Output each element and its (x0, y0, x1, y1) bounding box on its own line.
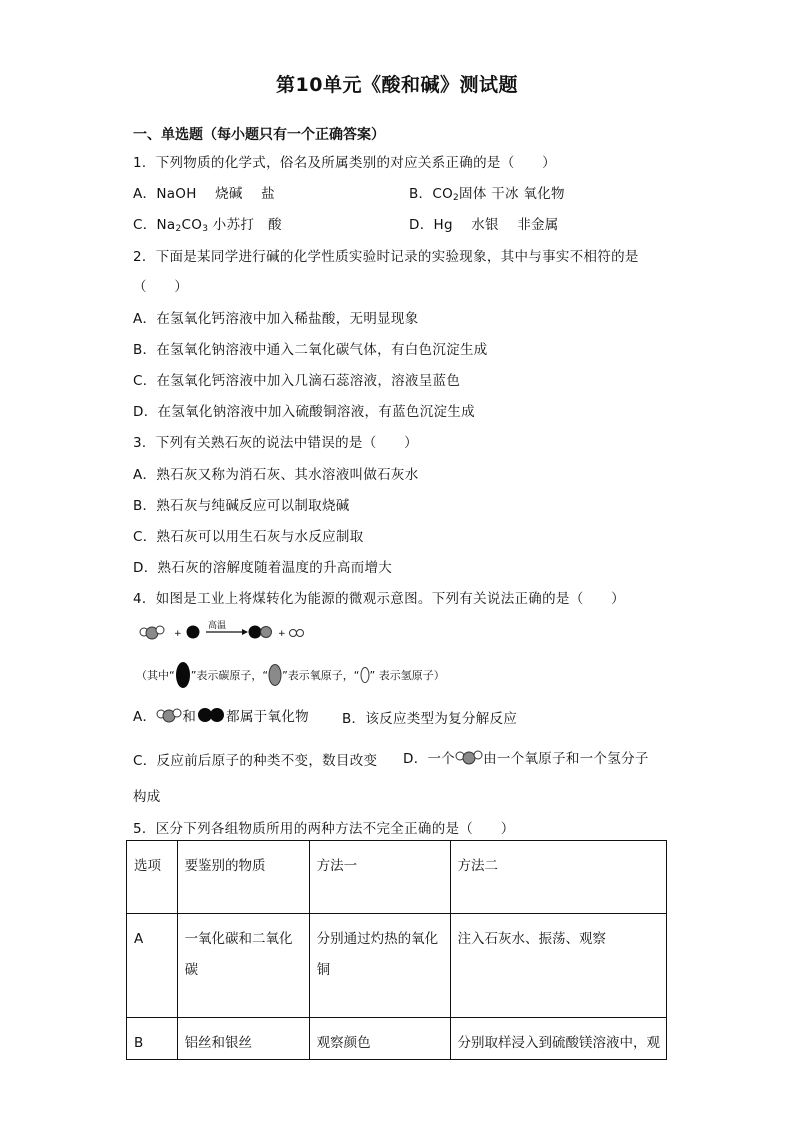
section-heading: 一、单选题（每小题只有一个正确答案） (133, 127, 385, 143)
arrow-head-icon (242, 629, 248, 635)
q5-stem: 5．区分下列各组物质所用的两种方法不完全正确的是（ ） (133, 821, 515, 837)
table-cell: 铝丝和银丝 (177, 1018, 309, 1060)
q1-option-a: A．NaOH 烧碱 盐 (133, 186, 275, 202)
h2-molecule-icon (290, 630, 304, 637)
q1-option-d: D．Hg 水银 非金属 (409, 217, 559, 233)
q2-option-d: D．在氢氧化钠溶液中加入硫酸铜溶液，有蓝色沉淀生成 (133, 404, 475, 420)
oxygen-legend-icon (268, 663, 282, 687)
q4-option-c: C．反应前后原子的种类不变，数目改变 (133, 753, 378, 769)
co-molecule-icon (249, 626, 272, 639)
q2-option-b: B．在氢氧化钠溶液中通入二氧化碳气体，有白色沉淀生成 (133, 342, 488, 358)
co-molecule-icon (196, 706, 226, 724)
q2-stem-cont: （ ） (133, 279, 189, 295)
q2-option-a: A．在氢氧化钙溶液中加入稀盐酸，无明显现象 (133, 311, 419, 327)
q3-option-a: A．熟石灰又称为消石灰、其水溶液叫做石灰水 (133, 467, 419, 483)
table-cell: 观察颜色 (309, 1018, 450, 1060)
table-header-cell: 要鉴别的物质 (177, 841, 309, 914)
water-molecule-icon (455, 748, 483, 766)
plus-sign: + (174, 629, 182, 639)
q2-stem: 2．下面是某同学进行碱的化学性质实验时记录的实验现象，其中与事实不相符的是 (133, 249, 639, 265)
table-row (127, 1018, 667, 1060)
table-cell: B (127, 1018, 178, 1060)
atom-legend: （其中“ ”表示碳原子，“ ”表示氧原子，“ ” 表示氢原子） (136, 660, 445, 690)
q3-stem: 3．下列有关熟石灰的说法中错误的是（ ） (133, 435, 418, 451)
reaction-diagram (138, 620, 328, 646)
water-molecule-icon (140, 626, 164, 639)
q4-option-a: A． 和 都属于氧化物 (133, 705, 309, 725)
plus-sign-2: + (278, 629, 286, 639)
water-molecule-icon (156, 706, 182, 724)
table-cell: A (127, 914, 178, 1018)
table-header-row (127, 841, 667, 914)
table-header-cell: 选项 (127, 841, 178, 914)
q3-option-c: C．熟石灰可以用生石灰与水反应制取 (133, 529, 364, 545)
q1-option-b: B．$CO_2$固体 干冰 氧化物 (409, 186, 565, 203)
q4-option-b: B．该反应类型为复分解反应 (342, 711, 518, 727)
table-header-cell: 方法一 (309, 841, 450, 914)
hydrogen-legend-icon (360, 666, 370, 684)
table-cell: 分别取样浸入到硫酸镁溶液中，观 (450, 1018, 667, 1060)
table-cell: 一氧化碳和二氧化碳 (177, 914, 309, 1018)
table-cell: 注入石灰水、振荡、观察 (450, 914, 667, 1018)
q1-option-c: C．$Na_2CO_3$ 小苏打 酸 (133, 217, 282, 234)
q4-option-d-cont: 构成 (133, 789, 161, 805)
condition-label: 高温 (208, 621, 227, 631)
table-row (127, 914, 667, 1018)
q4-stem: 4．如图是工业上将煤转化为能源的微观示意图。下列有关说法正确的是（ ） (133, 591, 625, 607)
q5-table (126, 840, 667, 1060)
page-title: 第10单元《酸和碱》测试题 (276, 74, 518, 96)
q1-stem: 1．下列物质的化学式，俗名及所属类别的对应关系正确的是（ ） (133, 155, 556, 171)
carbon-atom-icon (187, 626, 200, 639)
q4-option-d: D．一个 由一个氧原子和一个氢分子 (403, 747, 649, 767)
q2-option-c: C．在氢氧化钙溶液中加入几滴石蕊溶液，溶液呈蓝色 (133, 373, 461, 389)
q3-option-b: B．熟石灰与纯碱反应可以制取烧碱 (133, 498, 350, 514)
carbon-legend-icon (175, 661, 191, 689)
q3-option-d: D．熟石灰的溶解度随着温度的升高而增大 (133, 560, 393, 576)
table-cell: 分别通过灼热的氧化铜 (309, 914, 450, 1018)
table-header-cell: 方法二 (450, 841, 667, 914)
